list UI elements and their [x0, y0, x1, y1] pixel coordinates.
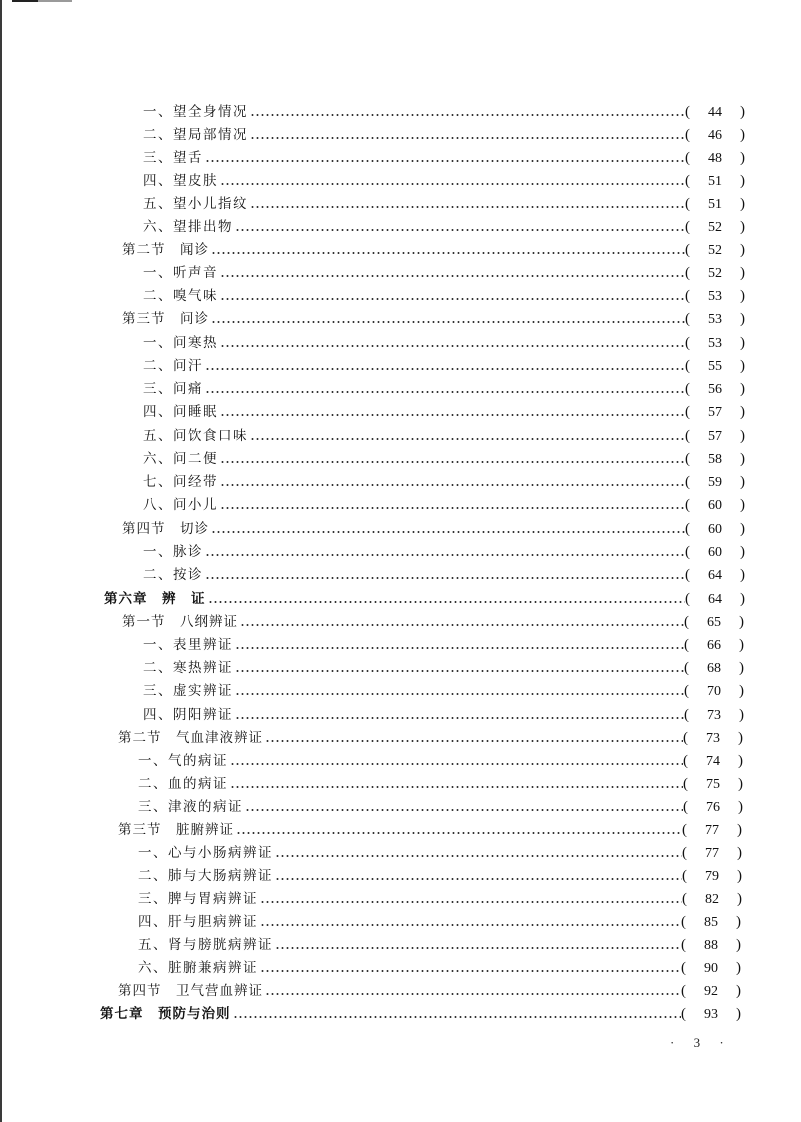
toc-entry[interactable]: [143, 704, 744, 727]
toc-entry[interactable]: [143, 448, 745, 471]
open-paren: (: [681, 937, 686, 953]
open-paren: (: [684, 707, 689, 723]
toc-page-ref: [685, 378, 745, 401]
toc-page-ref: [685, 355, 745, 378]
toc-entry-title: 五、望小儿指纹: [143, 196, 248, 212]
close-paren: ): [738, 799, 743, 815]
toc-entry-title: 二、问汗: [143, 358, 203, 374]
toc-entry-title: 第三节 脏腑辨证: [118, 822, 234, 838]
toc-page-ref: [685, 193, 745, 216]
toc-page-number: 75: [706, 777, 720, 792]
close-paren: ): [737, 891, 742, 907]
toc-page-number: 93: [704, 1007, 718, 1022]
close-paren: ): [740, 474, 745, 490]
toc-page-number: 58: [708, 452, 722, 467]
toc-entry-title: 第四节 切诊: [122, 521, 209, 537]
dot-leader: [220, 275, 685, 277]
toc-entry-title: 第三节 问诊: [122, 311, 209, 327]
toc-page-number: 60: [708, 498, 722, 513]
open-paren: (: [683, 776, 688, 792]
toc-page-ref: [685, 541, 745, 564]
dot-leader: [211, 252, 685, 254]
close-paren: ): [739, 637, 744, 653]
dot-leader: [205, 160, 685, 162]
close-paren: ): [740, 311, 745, 327]
close-paren: ): [740, 381, 745, 397]
toc-entry-title: 一、气的病证: [138, 753, 228, 769]
open-paren: (: [681, 983, 686, 999]
toc-entry-title: 第六章 辨 证: [104, 591, 206, 607]
toc-entry-title: 第二节 闻诊: [122, 242, 209, 258]
toc-page-ref: [685, 494, 745, 517]
toc-entry-title: 第二节 气血津液辨证: [118, 730, 263, 746]
toc-page-number: 64: [708, 592, 722, 607]
toc-page-number: 74: [706, 754, 720, 769]
toc-page-ref: [685, 124, 745, 147]
toc-entry[interactable]: [122, 518, 745, 541]
toc-entry[interactable]: [138, 865, 742, 888]
toc-entry[interactable]: [138, 796, 743, 819]
close-paren: ): [740, 265, 745, 281]
toc-page-ref: [685, 285, 745, 308]
toc-entry[interactable]: [143, 401, 745, 424]
open-paren: (: [685, 451, 690, 467]
toc-entry-title: 一、问寒热: [143, 335, 218, 351]
toc-entry[interactable]: [143, 564, 745, 587]
toc-entry[interactable]: [143, 285, 745, 308]
toc-entry[interactable]: [138, 934, 741, 957]
toc-page-number: 65: [707, 615, 721, 630]
open-paren: (: [685, 127, 690, 143]
dot-leader: [220, 345, 685, 347]
close-paren: ): [740, 127, 745, 143]
toc-page-number: 68: [707, 661, 721, 676]
toc-page-ref: [682, 842, 742, 865]
open-paren: (: [684, 683, 689, 699]
toc-page-number: 88: [704, 938, 718, 953]
close-paren: ): [738, 730, 743, 746]
toc-page-ref: [685, 239, 745, 262]
dot-leader: [220, 461, 685, 463]
dot-leader: [240, 624, 684, 626]
open-paren: (: [685, 150, 690, 166]
open-paren: (: [684, 637, 689, 653]
toc-page-ref: [685, 564, 745, 587]
toc-page-ref: [685, 518, 745, 541]
toc-page-ref: [685, 401, 745, 424]
toc-page-ref: [683, 773, 743, 796]
open-paren: (: [682, 822, 687, 838]
toc-page-ref: [681, 957, 741, 980]
close-paren: ): [740, 173, 745, 189]
toc-entry[interactable]: [118, 727, 743, 750]
dot-leader: [205, 391, 685, 393]
close-paren: ): [737, 845, 742, 861]
close-paren: ): [739, 707, 744, 723]
dot-leader: [205, 554, 685, 556]
toc-page-ref: [685, 216, 745, 239]
page-left-border: [0, 0, 2, 1122]
toc-page-number: 77: [705, 846, 719, 861]
toc-page-ref: [684, 680, 744, 703]
toc-page-ref: [685, 170, 745, 193]
close-paren: ): [740, 567, 745, 583]
close-paren: ): [740, 288, 745, 304]
close-paren: ): [738, 753, 743, 769]
close-paren: ): [740, 196, 745, 212]
toc-entry-title: 一、听声音: [143, 265, 218, 281]
toc-page-number: 92: [704, 984, 718, 999]
dot-leader: [265, 740, 683, 742]
toc-entry[interactable]: [104, 588, 745, 611]
toc-page-number: 66: [707, 638, 721, 653]
dot-leader: [233, 1016, 682, 1018]
toc-entry-title: 二、按诊: [143, 567, 203, 583]
toc-entry[interactable]: [143, 680, 744, 703]
open-paren: (: [685, 242, 690, 258]
toc-page-number: 60: [708, 522, 722, 537]
toc-entry-title: 三、望舌: [143, 150, 203, 166]
toc-entry-title: 一、心与小肠病辨证: [138, 845, 273, 861]
toc-page-ref: [683, 727, 743, 750]
toc-page-number: 44: [708, 105, 722, 120]
open-paren: (: [685, 288, 690, 304]
toc-page-number: 79: [705, 869, 719, 884]
close-paren: ): [740, 335, 745, 351]
toc-entry-title: 第四节 卫气营血辨证: [118, 983, 263, 999]
toc-page-number: 64: [708, 568, 722, 583]
open-paren: (: [683, 753, 688, 769]
toc-entry[interactable]: [143, 541, 745, 564]
toc-page-number: 57: [708, 405, 722, 420]
toc-entry-title: 五、肾与膀胱病辨证: [138, 937, 273, 953]
toc-entry[interactable]: [122, 239, 745, 262]
close-paren: ): [740, 404, 745, 420]
toc-page-ref: [681, 911, 741, 934]
toc-page-number: 51: [708, 197, 722, 212]
toc-entry[interactable]: [122, 611, 744, 634]
open-paren: (: [685, 196, 690, 212]
open-paren: (: [681, 1006, 686, 1022]
open-paren: (: [682, 891, 687, 907]
dot-leader: [275, 855, 682, 857]
toc-entry[interactable]: [143, 494, 745, 517]
open-paren: (: [685, 567, 690, 583]
dot-leader: [235, 670, 684, 672]
toc-entry[interactable]: [143, 471, 745, 494]
close-paren: ): [737, 868, 742, 884]
close-paren: ): [740, 150, 745, 166]
open-paren: (: [682, 845, 687, 861]
open-paren: (: [682, 868, 687, 884]
open-paren: (: [685, 381, 690, 397]
dot-leader: [208, 601, 686, 603]
toc-page-ref: [685, 425, 745, 448]
open-paren: (: [684, 614, 689, 630]
toc-page-number: 77: [705, 823, 719, 838]
open-paren: (: [685, 404, 690, 420]
toc-entry-title: 四、望皮肤: [143, 173, 218, 189]
toc-page-number: 46: [708, 128, 722, 143]
dot-leader: [235, 229, 685, 231]
toc-entry-title: 三、津液的病证: [138, 799, 243, 815]
open-paren: (: [681, 914, 686, 930]
toc-entry[interactable]: [138, 888, 742, 911]
toc-entry[interactable]: [143, 657, 744, 680]
dot-leader: [275, 947, 681, 949]
toc-page-ref: [685, 448, 745, 471]
page-number-footer: · 3 ·: [670, 1035, 732, 1050]
dot-leader: [220, 484, 685, 486]
toc-page-ref: [682, 888, 742, 911]
toc-entry-title: 一、表里辨证: [143, 637, 233, 653]
toc-entry[interactable]: [143, 634, 744, 657]
open-paren: (: [685, 358, 690, 374]
open-paren: (: [683, 730, 688, 746]
toc-entry[interactable]: [143, 147, 745, 170]
toc-entry-title: 三、脾与胃病辨证: [138, 891, 258, 907]
toc-page-number: 53: [708, 289, 722, 304]
dot-leader: [260, 924, 681, 926]
open-paren: (: [685, 219, 690, 235]
toc-entry[interactable]: [138, 750, 743, 773]
toc-entry-title: 六、问二便: [143, 451, 218, 467]
toc-entry[interactable]: [143, 216, 745, 239]
close-paren: ): [740, 497, 745, 513]
toc-entry[interactable]: [118, 819, 742, 842]
close-paren: ): [737, 822, 742, 838]
open-paren: (: [685, 474, 690, 490]
open-paren: (: [683, 799, 688, 815]
toc-page-ref: [684, 634, 744, 657]
toc-entry-title: 二、血的病证: [138, 776, 228, 792]
toc-page-ref: [685, 471, 745, 494]
open-paren: (: [681, 960, 686, 976]
dot-leader: [205, 577, 685, 579]
open-paren: (: [685, 265, 690, 281]
open-paren: (: [685, 544, 690, 560]
toc-entry[interactable]: [143, 355, 745, 378]
toc-entry[interactable]: [122, 308, 745, 331]
toc-entry-title: 三、问痛: [143, 381, 203, 397]
dot-leader: [245, 809, 683, 811]
toc-entry-title: 二、寒热辨证: [143, 660, 233, 676]
dot-leader: [205, 368, 685, 370]
dot-leader: [230, 763, 683, 765]
toc-page-number: 52: [708, 220, 722, 235]
toc-entry-title: 二、望局部情况: [143, 127, 248, 143]
toc-entry-title: 五、问饮食口味: [143, 428, 248, 444]
toc-entry-title: 四、阴阳辨证: [143, 707, 233, 723]
toc-page-number: 57: [708, 429, 722, 444]
toc-page-ref: [685, 332, 745, 355]
close-paren: ): [739, 660, 744, 676]
dot-leader: [235, 693, 684, 695]
toc-page-ref: [685, 101, 745, 124]
dot-leader: [260, 901, 682, 903]
toc-page-ref: [681, 1003, 741, 1026]
dot-leader: [250, 114, 685, 116]
toc-entry-title: 七、问经带: [143, 474, 218, 490]
close-paren: ): [740, 358, 745, 374]
close-paren: ): [736, 1006, 741, 1022]
close-paren: ): [736, 983, 741, 999]
close-paren: ): [736, 914, 741, 930]
toc-entry-title: 第七章 预防与治则: [100, 1006, 231, 1022]
close-paren: ): [740, 451, 745, 467]
toc-page-ref: [683, 750, 743, 773]
toc-page-ref: [681, 980, 741, 1003]
close-paren: ): [739, 683, 744, 699]
toc-entry-title: 八、问小儿: [143, 497, 218, 513]
dot-leader: [236, 832, 682, 834]
toc-page-number: 53: [708, 336, 722, 351]
toc-page-number: 53: [708, 312, 722, 327]
toc-page-ref: [682, 819, 742, 842]
toc-entry[interactable]: [143, 170, 745, 193]
toc-entry[interactable]: [143, 332, 745, 355]
toc-page-number: 73: [706, 731, 720, 746]
toc-entry[interactable]: [143, 101, 745, 124]
dot-leader: [220, 507, 685, 509]
toc-entry[interactable]: [143, 124, 745, 147]
open-paren: (: [685, 521, 690, 537]
open-paren: (: [685, 335, 690, 351]
toc-entry[interactable]: [138, 842, 742, 865]
close-paren: ): [740, 428, 745, 444]
dot-leader: [230, 786, 683, 788]
toc-page-ref: [684, 611, 744, 634]
dot-leader: [211, 531, 685, 533]
close-paren: ): [740, 219, 745, 235]
scan-top-mark-faint: [38, 0, 72, 2]
toc-page-ref: [685, 308, 745, 331]
toc-page-number: 52: [708, 266, 722, 281]
toc-page-ref: [685, 147, 745, 170]
toc-entry-title: 一、望全身情况: [143, 104, 248, 120]
toc-entry-title: 四、肝与胆病辨证: [138, 914, 258, 930]
dot-leader: [211, 321, 685, 323]
toc-page-number: 60: [708, 545, 722, 560]
toc-page-number: 70: [707, 684, 721, 699]
open-paren: (: [684, 660, 689, 676]
open-paren: (: [685, 497, 690, 513]
close-paren: ): [740, 104, 745, 120]
dot-leader: [235, 717, 684, 719]
toc-page-number: 55: [708, 359, 722, 374]
toc-entry[interactable]: [138, 773, 743, 796]
toc-entry[interactable]: [143, 193, 745, 216]
dot-leader: [260, 970, 681, 972]
dot-leader: [250, 206, 685, 208]
toc-entry-title: 六、望排出物: [143, 219, 233, 235]
open-paren: (: [685, 311, 690, 327]
toc-page-number: 59: [708, 475, 722, 490]
dot-leader: [250, 137, 685, 139]
toc-entry-title: 第一节 八纲辨证: [122, 614, 238, 630]
toc-entry-title: 二、肺与大肠病辨证: [138, 868, 273, 884]
toc-page-number: 85: [704, 915, 718, 930]
close-paren: ): [740, 521, 745, 537]
dot-leader: [220, 298, 685, 300]
close-paren: ): [740, 242, 745, 258]
toc-entry[interactable]: [143, 262, 745, 285]
dot-leader: [265, 993, 681, 995]
toc-entry[interactable]: [100, 1003, 741, 1026]
open-paren: (: [685, 173, 690, 189]
toc-entry[interactable]: [138, 911, 741, 934]
close-paren: ): [738, 776, 743, 792]
toc-entry[interactable]: [118, 980, 741, 1003]
toc-entry[interactable]: [138, 957, 741, 980]
toc-entry[interactable]: [143, 378, 745, 401]
toc-page-ref: [681, 934, 741, 957]
close-paren: ): [740, 544, 745, 560]
toc-page-number: 90: [704, 961, 718, 976]
toc-entry[interactable]: [143, 425, 745, 448]
toc-page-ref: [684, 657, 744, 680]
dot-leader: [275, 878, 682, 880]
dot-leader: [250, 438, 685, 440]
toc-entry-title: 四、问睡眠: [143, 404, 218, 420]
close-paren: ): [739, 614, 744, 630]
toc-page-number: 82: [705, 892, 719, 907]
toc-page-number: 48: [708, 151, 722, 166]
toc-page-number: 51: [708, 174, 722, 189]
toc-page-ref: [685, 262, 745, 285]
toc-page-number: 76: [706, 800, 720, 815]
toc-page-ref: [684, 704, 744, 727]
close-paren: ): [736, 960, 741, 976]
toc-entry-title: 一、脉诊: [143, 544, 203, 560]
close-paren: ): [740, 591, 745, 607]
toc-page-ref: [683, 796, 743, 819]
open-paren: (: [685, 591, 690, 607]
close-paren: ): [736, 937, 741, 953]
toc-page-ref: [685, 588, 745, 611]
open-paren: (: [685, 428, 690, 444]
toc-entry-title: 六、脏腑兼病辨证: [138, 960, 258, 976]
dot-leader: [220, 414, 685, 416]
dot-leader: [220, 183, 685, 185]
toc-page-ref: [682, 865, 742, 888]
open-paren: (: [685, 104, 690, 120]
toc-page-number: 52: [708, 243, 722, 258]
dot-leader: [235, 647, 684, 649]
toc-entry-title: 三、虚实辨证: [143, 683, 233, 699]
toc-page-number: 73: [707, 708, 721, 723]
toc-page-number: 56: [708, 382, 722, 397]
toc-entry-title: 二、嗅气味: [143, 288, 218, 304]
